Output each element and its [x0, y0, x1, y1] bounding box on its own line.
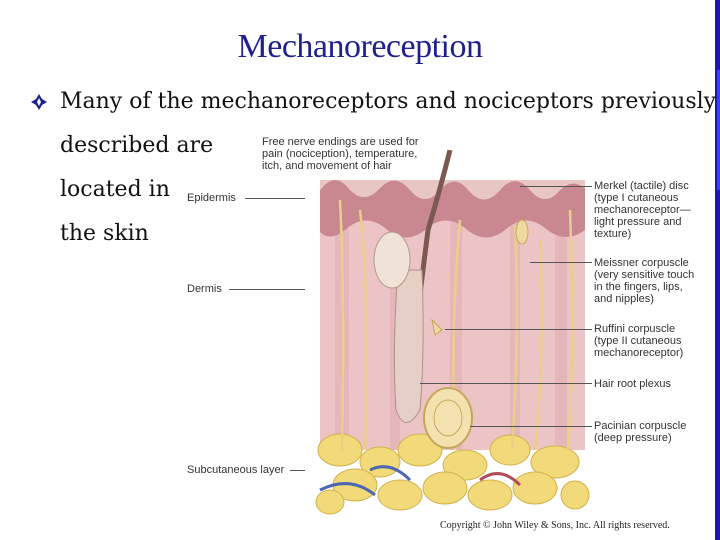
merkel-disc-label: Merkel (tactile) disc (type I cutaneous mechanoreceptor— light pressure and texture) [594, 180, 691, 240]
epidermis-label: Epidermis [187, 192, 236, 204]
ruffini-leader-line [445, 329, 592, 330]
ruffini-corpuscle-label: Ruffini corpuscle (type II cutaneous mechanoreceptor) [594, 323, 684, 359]
subcutaneous-layer-label: Subcutaneous layer [187, 464, 285, 476]
bullet-text-line-2: described are [60, 133, 214, 158]
hair-root-plexus-label: Hair root plexus [594, 378, 672, 390]
epidermis-leader-line [245, 198, 305, 199]
free-nerve-endings-label: Free nerve endings are used for pain (nociception), temperature, itch, and movement of hair [262, 136, 419, 172]
meissner-corpuscle-label: Meissner corpuscle (very sensitive touch in the fingers, lips, and nipples) [594, 257, 695, 305]
pacinian-corpuscle-label: Pacinian corpuscle (deep pressure) [594, 420, 687, 444]
subcutaneous-leader-line [290, 470, 305, 471]
pacinian-leader-line [470, 426, 592, 427]
bullet-text-line-1: Many of the mechanoreceptors and nociceptors previously [60, 89, 717, 114]
hair-root-leader-line [420, 383, 592, 384]
slide-title: Mechanoreception [237, 28, 483, 65]
skin-cross-section-illustration [300, 150, 590, 515]
merkel-leader-line [520, 186, 592, 187]
meissner-leader-line [530, 262, 592, 263]
bullet-text-line-4: the skin [60, 221, 149, 246]
copyright-notice: Copyright © John Wiley & Sons, Inc. All rights reserved. [440, 520, 670, 531]
bullet-text-line-3: located in [60, 177, 170, 202]
dermis-leader-line [229, 289, 305, 290]
dermis-label: Dermis [187, 283, 222, 295]
diamond-bullet-icon [30, 93, 48, 111]
